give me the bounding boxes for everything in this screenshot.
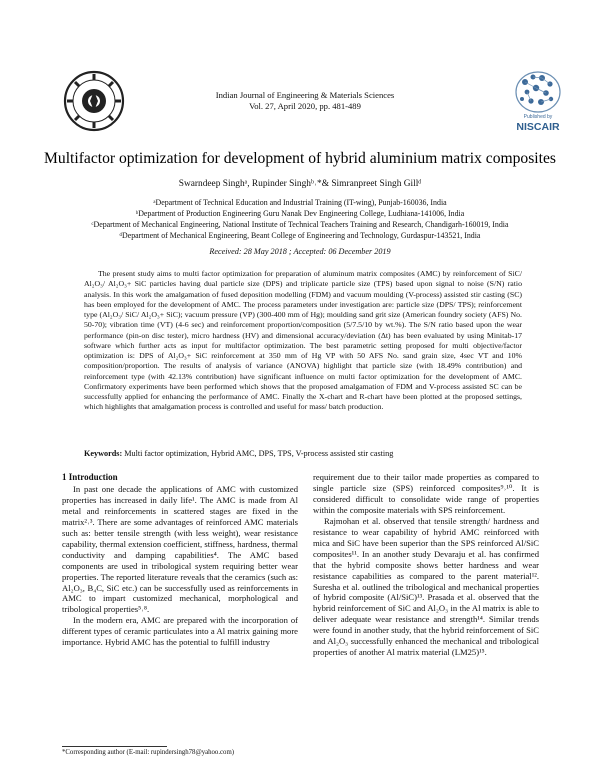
publisher-logo <box>505 68 571 138</box>
publisher-caption: Published by <box>523 114 553 120</box>
author-list: Swarndeep Singhᵃ, Rupinder Singhᵇ˒*& Simranpreet Singh Gillᵈ <box>178 179 422 189</box>
intro-paragraph-3: requirement due to their tailor made properties as compared to single particle size (SPS) reinforced composites⁹˒¹⁰. It is considered difficult to consolidate wide range of properties within the composite materials with SPS reinforcement. <box>313 472 539 515</box>
affiliation-a: ᵃDepartment of Technical Education and Industrial Training (IT-wing), Punjab-160036, India <box>153 198 447 207</box>
received-accepted-dates: Received: 28 May 2018 ; Accepted: 06 December 2019 <box>209 247 391 256</box>
institute-emblem-logo <box>63 70 125 132</box>
left-column <box>62 472 298 648</box>
corresponding-author-footnote: *Corresponding author (E-mail: rupindersingh78@yahoo.com) <box>62 749 234 756</box>
intro-paragraph-4: Rajmohan et al. observed that tensile strength/ hardness and resistance to wear capability of hybrid AMC reinforced with mica and SiC have been superior than the SPS reinforced Al/SiC composites¹¹. In an another study Devaraju et al. has confirmed that the hybrid composite shows better hardness and wear resistance capabilities as compared to the parent material¹². Suresha et al. outlined the tribological and mechanical properties of hybrid composite (Al/SiC)¹³. Prasada et al. observed that the hybrid reinforcement of SiC and Al₂O₃ in the Al matrix is able to deliver adequate wear resistance and strength¹⁴. Similar trends were found in another study, that the hybrid reinforcement of SiC and Al₂O₃ successfully enhanced the mechanical and tribological properties of another Al matrix material (LM25)¹⁵. <box>313 515 539 658</box>
affiliation-b: ᵇDepartment of Production Engineering Guru Nanak Dev Engineering College, Ludhiana-141006, India <box>135 209 465 218</box>
footnote-divider <box>62 746 167 747</box>
affiliation-d: ᵈDepartment of Mechanical Engineering, Beant College of Engineering and Technology, Gurdaspur-143521, India <box>119 231 481 240</box>
affiliation-c: ᶜDepartment of Mechanical Engineering, National Institute of Technical Teachers Training and Research, Chandigarh-160019, India <box>91 220 509 229</box>
publisher-name: NISCAIR <box>516 121 560 133</box>
right-column <box>313 472 539 658</box>
intro-paragraph-2: In the modern era, AMC are prepared with the incorporation of different types of ceramic particulates into a Al matrix gaining more importance. Hybrid AMC has the potential to fulfill industry <box>62 615 298 648</box>
journal-header <box>170 90 440 112</box>
keywords-label: Keywords: <box>84 449 123 458</box>
keywords-list: Multi factor optimization, Hybrid AMC, DPS, TPS, V-process assisted stir casting <box>124 449 394 458</box>
intro-paragraph-1: In past one decade the applications of AMC with customized properties has increased in daily life¹. The AMC is made from Al metal and reinforcements in scattered stages are fixed in the matrix²˒³. There are some advantages of reinforced AMC materials such as: better tensile strength (with less weight), wear resistance capability, thermal extension coefficient, stiffness, hardness, thermal conductivity and damping capabilities⁴. The AMC based components are used in tribological system requiring better wear properties. The reported literature reveals that the ceramics (such as: Al₂O₃, B₄C, SiC etc.) can be successfully used as reinforcements in AMC to impart customized mechanical, morphological and tribological properties⁵˒⁸. <box>62 483 298 615</box>
section-heading: 1 Introduction <box>62 472 118 482</box>
paper-title: Multifactor optimization for development of hybrid aluminium matrix composites <box>44 150 556 167</box>
journal-name: Indian Journal of Engineering & Materials Sciences <box>215 90 395 100</box>
abstract-text: The present study aims to multi factor optimization for preparation of aluminum matrix composites (AMC) by reinforcement of SiC/ Al₂O₃/ Al₂O₃+ SiC particles having dual particle size (DPS) and triplicate particle size (TPS) based upon signal to noise (S/N) ratio analysis. In this work the amalgamation of fused deposition modelling (FDM) and vacuum moulding (V-process) assisted stir casting (SC) has been employed for the development of AMC. The process parameters under investigation are: particle size (DPS/ TPS); reinforcement type (Al₂O₃/ SiC/ Al₂O₃+ SiC); vacuum pressure (VP) (300-400 mm of Hg); moulding sand grit size (American foundry society (AFS) No. 50-70); vibration time (VT) (4-6 sec) and reinforcement proportion/composition (5/7.5/10 by wt.%). The S/N ratio based upon the wear performance (pin-on disc tester), micro hardness (HV) and dimensional accuracy/deviation (Δt) has been evaluated by using Minitab-17 software which further acts as input for multifactor optimization. The best parametric setting proposed for multi objective/factor optimization is: DPS of Al₂O₃+ SiC reinforcement at 350 mm of Hg VP with 50 AFS No. sand grain size, 4sec VT and 10% composition/proportion. The results of analysis of variance (ANOVA) highlight that particle size (with 18.49% contribution) and reinforcement type (with 42.13% contribution) have significant influence on multi factor optimization for the development of AMC. Confirmatory experiments have been performed which shows that the proposed amalgamation of FDM and V-process assisted SC can be successfully applied for enhancing the performance of AMC. Finally the X-chart and R-chart have been plotted at the proposed settings, which highlights that amalgamation process is controlled and useful for mass/ batch production. <box>84 269 522 412</box>
volume-info: Vol. 27, April 2020, pp. 481-489 <box>249 101 361 111</box>
keywords-line <box>84 449 522 458</box>
